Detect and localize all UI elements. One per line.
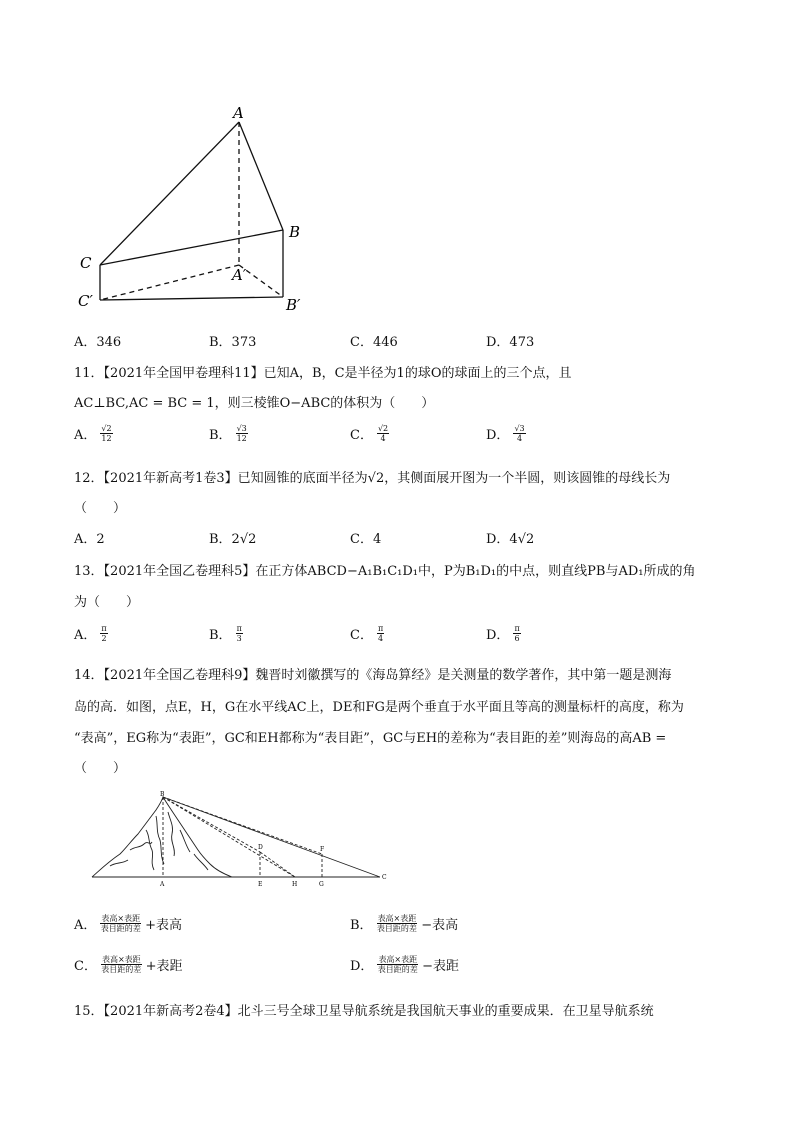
- q14-option-b-tail: −表高: [421, 918, 459, 933]
- q14-option-d-letter: D．: [350, 959, 374, 974]
- q14-option-c-fraction: $\frac{\text{表高×表距}}{\text{表目距的差}}$: [101, 955, 142, 974]
- q11-line2: AC⊥BC,AC = BC = 1，则三棱锥O−ABC的体积为（ ）: [74, 396, 435, 411]
- label-B: B: [289, 223, 301, 241]
- q11-option-c[interactable]: [350, 424, 391, 443]
- q12-option-b[interactable]: B．2√2: [209, 532, 257, 547]
- island-label-F: F: [320, 846, 325, 853]
- q14-option-c[interactable]: [74, 955, 183, 974]
- q12-line2: （ ）: [74, 501, 127, 516]
- q11-option-c-fraction: $\frac{√2}{4}$: [377, 424, 389, 443]
- q11-option-a-fraction: $\frac{√2}{12}$: [101, 424, 112, 443]
- island-label-G: G: [319, 881, 324, 888]
- island-label-A: A: [160, 881, 165, 888]
- q14-option-c-letter: C．: [74, 959, 97, 974]
- q14-line2: 岛的高．如图，点E，H，G在水平线AC上，DE和FG是两个垂直于水平面且等高的测量标杆的高度，称为: [74, 700, 684, 715]
- q13-option-d-letter: D．: [486, 628, 510, 643]
- q11-option-b-fraction: $\frac{√3}{12}$: [236, 424, 247, 443]
- q11-option-c-letter: C．: [350, 428, 373, 443]
- q14-line1: 14．【2021年全国乙卷理科9】魏晋时刘徽撰写的《海岛算经》是关测量的数学著作，其中第一题是测海: [74, 668, 672, 683]
- q13-option-b[interactable]: [209, 624, 245, 643]
- q11-option-d-fraction: $\frac{√3}{4}$: [514, 424, 525, 443]
- island-label-H: H: [292, 881, 298, 888]
- q14-option-a-fraction: $\frac{\text{表高×表距}}{\text{表目距的差}}$: [100, 914, 141, 933]
- island-label-D: D: [258, 844, 263, 851]
- q10-options: [74, 331, 724, 353]
- q13-option-d-fraction: $\frac{\pi}{6}$: [514, 624, 520, 643]
- q14-option-a-tail: +表高: [145, 918, 182, 933]
- q14-line3: “表高”，EG称为“表距”，GC和EH都称为“表目距”，GC与EH的差称为“表目距的差”则海岛的高AB =: [74, 731, 667, 746]
- island-label-C: C: [382, 874, 387, 881]
- q14-option-b-letter: B．: [350, 918, 373, 933]
- label-B-prime: B′: [286, 296, 301, 314]
- q13-line2: 为（ ）: [74, 595, 140, 610]
- q14-line4: （ ）: [74, 761, 127, 776]
- q11-option-d[interactable]: [486, 424, 528, 443]
- q11-option-d-letter: D．: [486, 428, 510, 443]
- q13-option-a-letter: A．: [74, 628, 97, 643]
- q13-option-a[interactable]: [74, 624, 110, 643]
- q13-option-b-letter: B．: [209, 628, 232, 643]
- q12-option-c[interactable]: C．4: [350, 532, 382, 547]
- q12-option-a[interactable]: A．2: [74, 532, 105, 547]
- q15-line1: 15．【2021年新高考2卷4】北斗三号全球卫星导航系统是我国航天事业的重要成果．在卫星导航系统: [74, 1004, 654, 1019]
- q14-option-b-fraction: $\frac{\text{表高×表距}}{\text{表目距的差}}$: [376, 914, 417, 933]
- label-C: C: [80, 254, 92, 272]
- q14-options-row2: [74, 955, 724, 983]
- q12-line1: 12．【2021年新高考1卷3】已知圆锥的底面半径为√2，其侧面展开图为一个半圆，则该圆锥的母线长为: [74, 471, 671, 486]
- q11-option-a[interactable]: [74, 424, 115, 443]
- prism-figure: [70, 100, 310, 320]
- q14-options-row1: [74, 914, 724, 942]
- island-label-B: B: [160, 791, 165, 798]
- q14-option-a[interactable]: [74, 914, 182, 933]
- q13-option-a-fraction: $\frac{\pi}{2}$: [101, 624, 107, 643]
- q14-option-c-tail: +表距: [145, 959, 183, 974]
- q10-option-b[interactable]: B．373: [209, 335, 257, 350]
- q10-option-c[interactable]: C．446: [350, 335, 398, 350]
- q11-options: [74, 424, 724, 446]
- q12-option-d[interactable]: D．4√2: [486, 532, 535, 547]
- q14-option-b[interactable]: [350, 914, 458, 933]
- q12-options: [74, 528, 724, 550]
- island-label-E: E: [258, 881, 263, 888]
- label-A-prime: A′: [232, 266, 247, 284]
- q11-option-b[interactable]: [209, 424, 250, 443]
- q13-option-c-fraction: $\frac{\pi}{4}$: [377, 624, 384, 643]
- q13-option-b-fraction: $\frac{\pi}{3}$: [236, 624, 242, 643]
- q14-option-d[interactable]: [350, 955, 459, 974]
- q13-options: [74, 624, 724, 646]
- q11-line1: 11．【2021年全国甲卷理科11】已知A，B，C是半径为1的球O的球面上的三个点，且: [74, 366, 572, 381]
- label-C-prime: C′: [78, 292, 93, 310]
- q13-option-c-letter: C．: [350, 628, 373, 643]
- q11-option-b-letter: B．: [209, 428, 232, 443]
- q10-option-d[interactable]: D．473: [486, 335, 535, 350]
- q14-option-d-tail: −表距: [422, 959, 460, 974]
- q13-option-d[interactable]: [486, 624, 523, 643]
- q14-option-d-fraction: $\frac{\text{表高×表距}}{\text{表目距的差}}$: [377, 955, 418, 974]
- q13-option-c[interactable]: [350, 624, 386, 643]
- q14-option-a-letter: A．: [74, 918, 97, 933]
- q11-option-a-letter: A．: [74, 428, 97, 443]
- island-figure: [90, 790, 400, 890]
- q13-line1: 13．【2021年全国乙卷理科5】在正方体ABCD−A₁B₁C₁D₁中，P为B₁D₁的中点，则直线PB与AD₁所成的角: [74, 564, 696, 579]
- label-A: A: [233, 104, 244, 122]
- q10-option-a[interactable]: A．346: [74, 335, 122, 350]
